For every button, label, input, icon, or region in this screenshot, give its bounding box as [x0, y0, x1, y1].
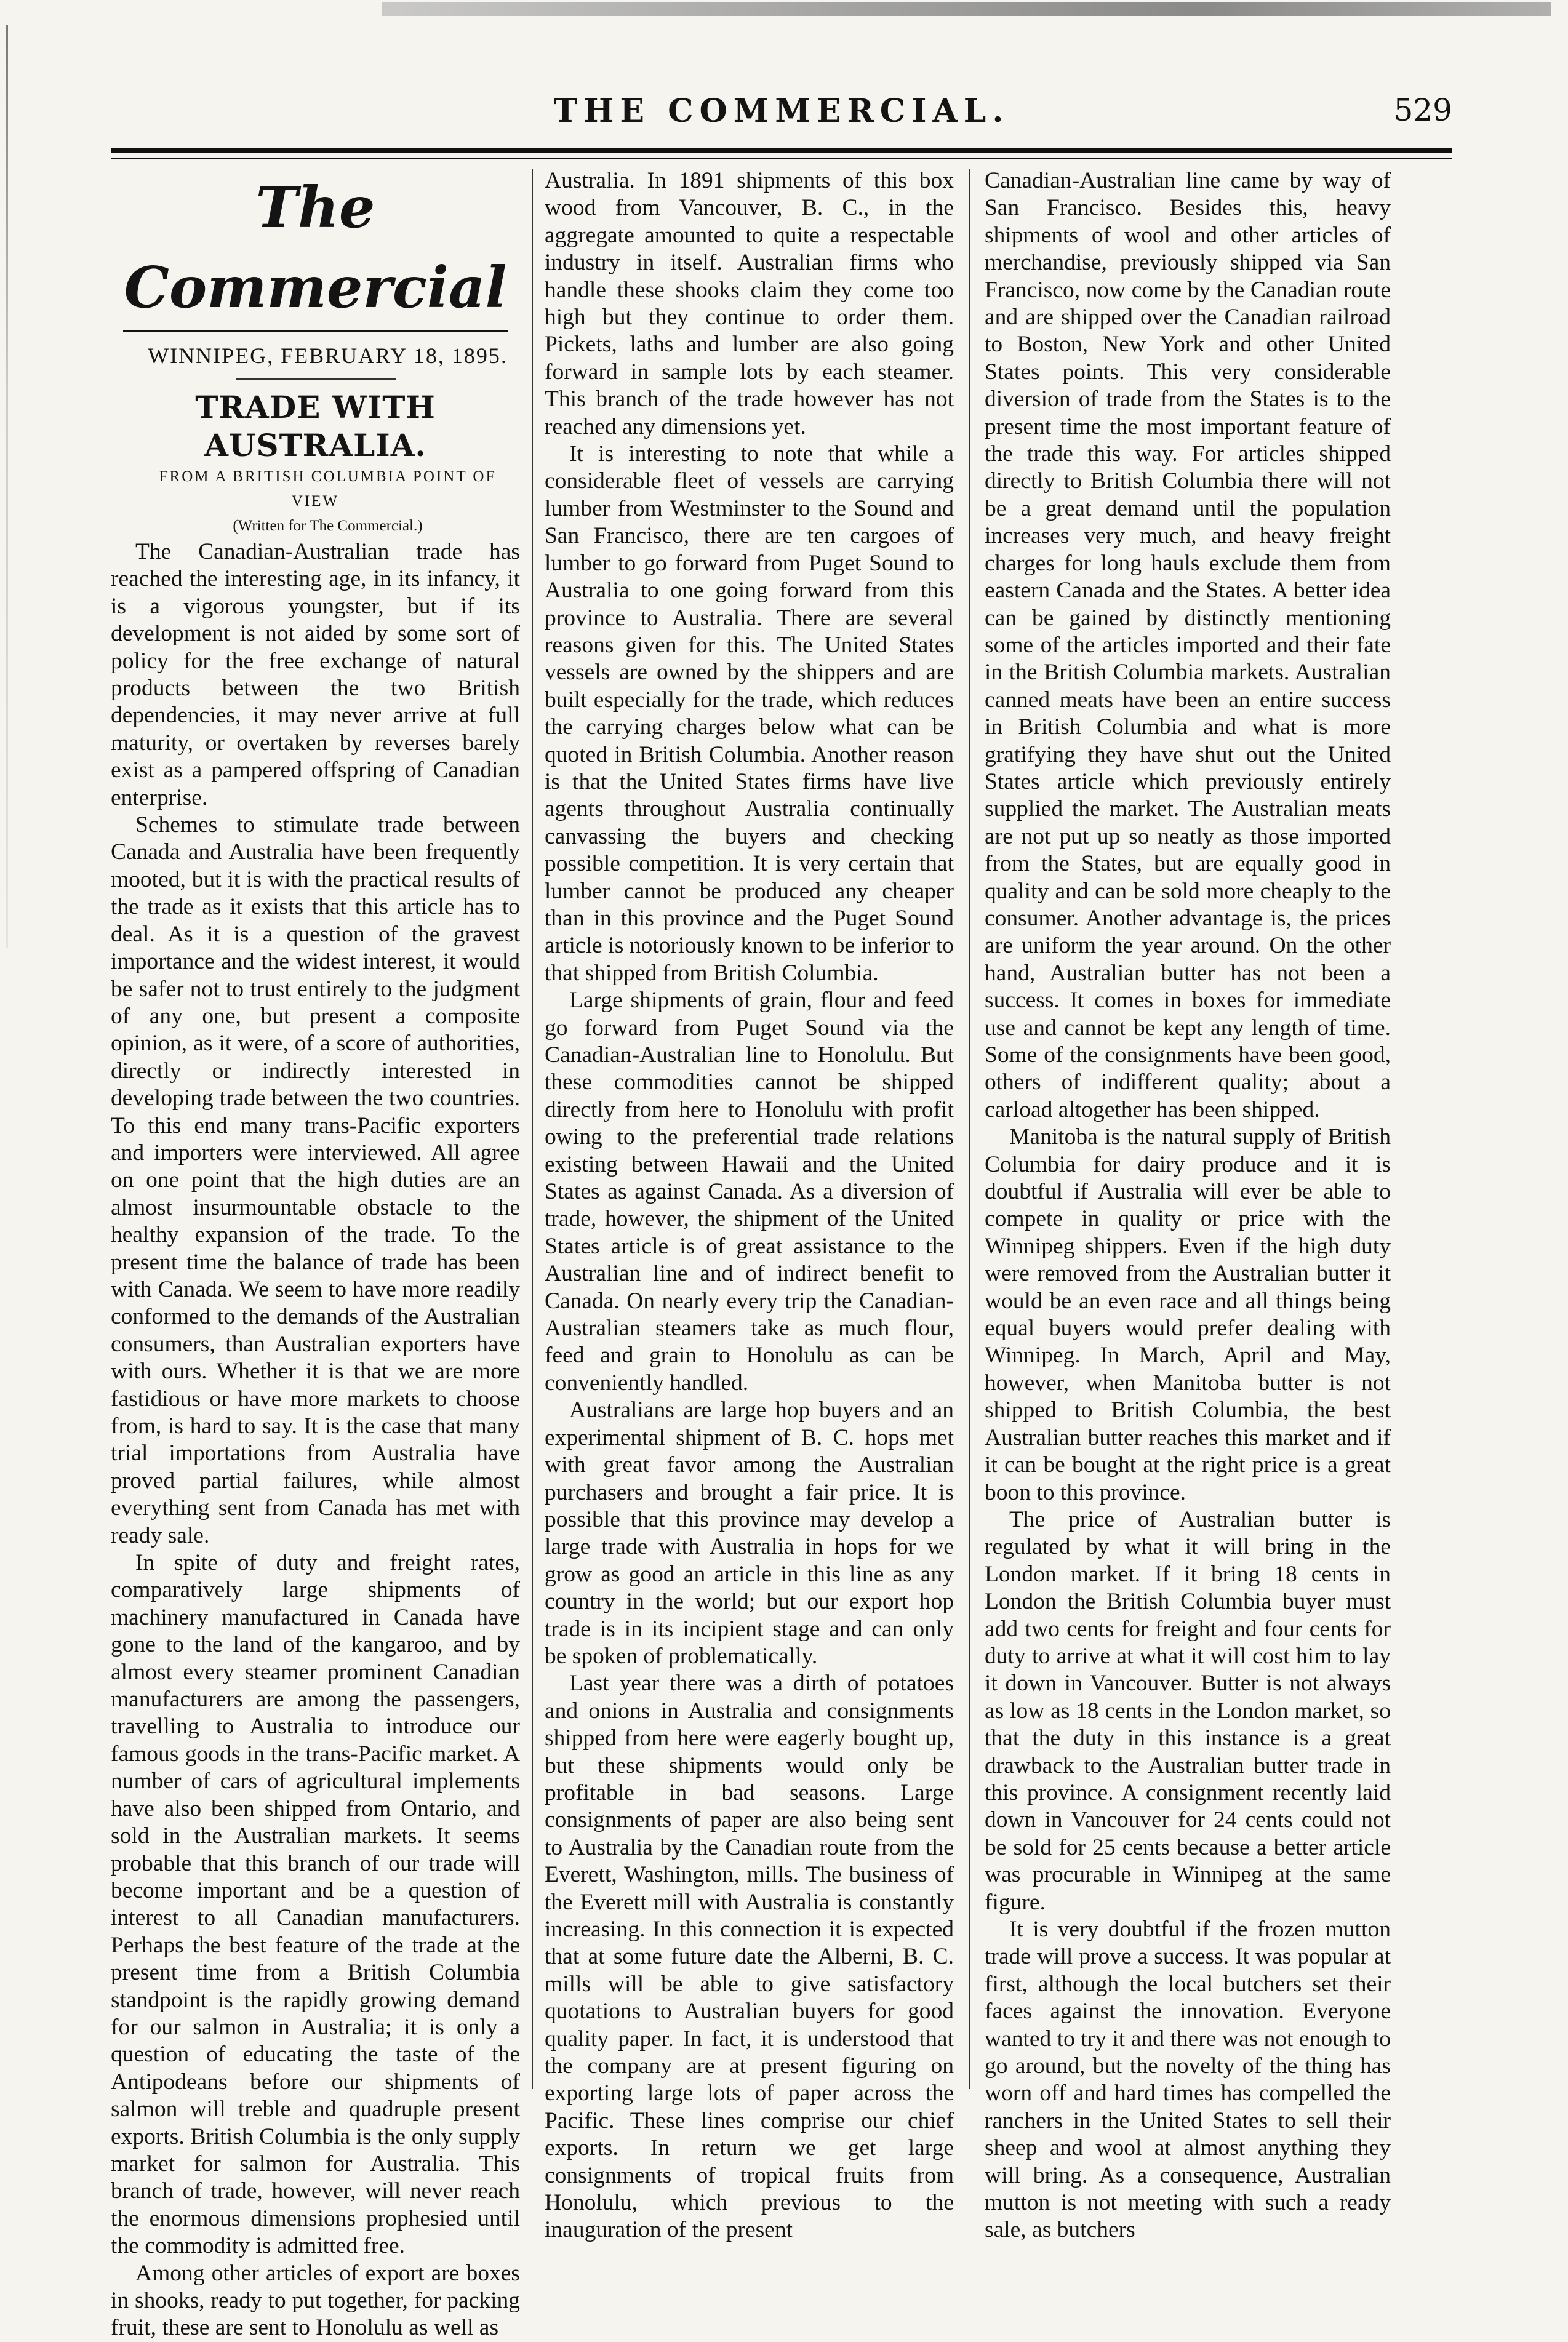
paragraph: Last year there was a dirth of potatoes and onions in Australia and consignments shipped from here were eagerly bought up, but these shipments would only be profitable in bad seasons. Large consignments of paper are also being sent to Australia by the Canadian route from the Everett, Washington, mills. The business of the Everett mill with Australia is constantly increasing. In this connection it is expected that at some future date the Alberni, B. C. mills will be able to give satisfactory quotations to Australian buyers for good quality paper. In fact, it is understood that the company are at present figuring on exporting large lots of paper across the Pacific. These lines comprise our chief exports. In return we get large consignments of tropical fruits from Honolulu, which previous to the inauguration of the present — [545, 1671, 954, 2243]
dateline: WINNIPEG, FEBRUARY 18, 1895. — [148, 343, 508, 368]
column-1 — [111, 167, 520, 2341]
scan-edge-mark — [382, 2, 1551, 16]
dateline-rule — [236, 378, 396, 380]
paragraph: In spite of duty and freight rates, comparatively large shipments of machinery manufactured in Canada have gone to the land of the kangaroo, and by almost every steamer prominent Canadian manufacturers are among the passengers, travelling to Australia to introduce our famous goods in the trans-Pacific market. A number of cars of agricultural implements have also been shipped from Ontario, and sold in the Australian markets. It seems probable that this branch of our trade will become important and be a question of interest to all Canadian manufacturers. Perhaps the best feature of the trade at the present time from a British Columbia standpoint is the rapidly growing demand for our salmon in Australia; it is only a question of educating the taste of the Antipodeans before our shipments of salmon will treble and quadruple present exports. British Columbia is the only supply market for salmon for Australia. This branch of trade, however, will never reach the enormous dimensions prophesied until the commodity is admitted free. — [111, 1550, 520, 2259]
article-headline: TRADE WITH AUSTRALIA. — [195, 389, 436, 463]
paragraph: Manitoba is the natural supply of British Columbia for dairy produce and it is doubtful if Australia will ever be able to compete in quality or price with the Winnipeg shippers. Even if the high duty were removed from the Australian butter it would be an even race and all things being equal buyers would prefer dealing with Winnipeg. In March, April and May, however, when Manitoba butter is not shipped to British Columbia, the best Australian butter reaches this market and if it can be bought at the right price is a great boon to this province. — [985, 1124, 1391, 1505]
paragraph: Large shipments of grain, flour and feed go forward from Puget Sound via the Canadian-Australian line to Honolulu. But these commodities cannot be shipped directly from here to Honolulu with profit owing to the preferential trade relations existing between Hawaii and the United States as against Canada. As a diversion of trade, however, the shipment of the United States article is of great assistance to the Australian line and of indirect benefit to Canada. On nearly every trip the Canadian-Australian steamers take as much flour, feed and grain to Honolulu as can be conveniently handled. — [545, 988, 954, 1396]
article-byline: (Written for The Commercial.) — [233, 518, 423, 534]
page-number: 529 — [1393, 92, 1452, 128]
binding-edge-mark — [6, 25, 8, 948]
masthead-title: The Commercial — [124, 174, 507, 321]
column-divider — [969, 169, 970, 2089]
paragraph: Schemes to stimulate trade between Canada and Australia have been frequently mooted, but it is with the practical results of the trade as it exists that this article has to deal. As it is a question of the gravest importance and the widest interest, it would be safer not to trust entirely to the judgment of any one, but present a composite opinion, as it were, of a score of authorities, directly or indirectly interested in developing trade between the two countries. To this end many trans-Pacific exporters and importers were interviewed. All agree on one point that the high duties are an almost insurmountable obstacle to the healthy expansion of the trade. To the present time the balance of trade has been with Canada. We seem to have more readily conformed to the demands of the Australian consumers, than Australian exporters have with ours. Whether it is that we are more fastidious or have more markets to choose from, is hard to say. It is the case that many trial importations from Australia have proved partial failures, while almost everything sent from Canada has met with ready sale. — [111, 812, 520, 1548]
header-rule-thin — [111, 158, 1452, 159]
paragraph: It is very doubtful if the frozen mutton trade will prove a success. It was popular at first, although the local butchers set their faces against the innovation. Everyone wanted to try it and there was not enough to go around, but the novelty of the thing has worn off and hard times has compelled the ranchers in the United States to sell their sheep and wool at almost anything they will bring. As a consequence, Australian mutton is not meeting with such a ready sale, as butchers — [985, 1917, 1391, 2243]
article-subhead: FROM A BRITISH COLUMBIA POINT OF VIEW — [159, 468, 497, 510]
column-divider — [532, 169, 533, 2089]
header-rule — [111, 148, 1452, 153]
masthead-rule — [123, 330, 508, 332]
running-head: THE COMMERCIAL. — [553, 92, 1010, 130]
paragraph: The Canadian-Australian trade has reached the interesting age, in its infancy, it is a vigorous youngster, but if its development is not aided by some sort of policy for the free exchange of natural products between the two British dependencies, it may never arrive at full maturity, or overtaken by reverses barely exist as a pampered offspring of Canadian enterprise. — [111, 539, 520, 810]
column-2 — [545, 167, 954, 2243]
column-3 — [985, 167, 1391, 2243]
paragraph: Australians are large hop buyers and an experimental shipment of B. C. hops met with great favor among the Australian purchasers and brought a fair price. It is possible that this province may develop a large trade with Australia in hops for we grow as good an article in this line as any country in the world; but our export hop trade is in its incipient stage and can only be spoken of problematically. — [545, 1397, 954, 1669]
paragraph: Among other articles of export are boxes in shooks, ready to put together, for packing fruit, these are sent to Honolulu as well as — [111, 2260, 520, 2341]
paragraph: It is interesting to note that while a considerable fleet of vessels are carrying lumber from Westminster to the Sound and San Francisco, there are ten cargoes of lumber to go forward from Puget Sound to Australia to one going forward from this province to Australia. There are several reasons given for this. The United States vessels are owned by the shippers and are built especially for the trade, which reduces the carrying charges below what can be quoted in British Columbia. Another reason is that the United States firms have live agents throughout Australia continually canvassing the buyers and checking possible competition. It is very certain that lumber cannot be produced any cheaper than in this province and the Puget Sound article is notoriously known to be inferior to that shipped from British Columbia. — [545, 441, 954, 986]
paragraph: Canadian-Australian line came by way of San Francisco. Besides this, heavy shipments of wool and other articles of merchandise, previously shipped via San Francisco, now come by the Canadian route and are shipped over the Canadian railroad to Boston, New York and other United States points. This very considerable diversion of trade from the States is to the present time the most important feature of the trade this way. For articles shipped directly to British Columbia there will not be a great demand until the population increases very much, and heavy freight charges for long hauls exclude them from eastern Canada and the States. A better idea can be gained by distinctly mentioning some of the articles imported and their fate in the British Columbia markets. Australian canned meats have been an entire success in British Columbia and what is more gratifying they have shut out the United States article which previously entirely supplied the market. The Australian meats are not put up so neatly as those imported from the States, but are equally good in quality and can be sold more cheaply to the consumer. Another advantage is, the prices are uniform the year around. On the other hand, Australian butter has not been a success. It comes in boxes for immediate use and cannot be kept any length of time. Some of the consignments have been good, others of indifferent quality; about a carload altogether has been shipped. — [985, 168, 1391, 1122]
paragraph: The price of Australian butter is regulated by what it will bring in the London market. If it bring 18 cents in London the British Columbia buyer must add two cents for freight and four cents for duty to arrive at what it will cost him to lay it down in Vancouver. Butter is not always as low as 18 cents in the London market, so that the duty in this instance is a great drawback to the Australian butter trade in this province. A consignment recently laid down in Vancouver for 24 cents could not be sold for 25 cents because a better article was procurable in Winnipeg at the same figure. — [985, 1506, 1391, 1915]
paragraph: Australia. In 1891 shipments of this box wood from Vancouver, B. C., in the aggregate amounted to quite a respectable industry in itself. Australian firms who handle these shooks claim they come too high but they continue to order them. Pickets, laths and lumber are also going forward in sample lots by each steamer. This branch of the trade however has not reached any dimensions yet. — [545, 168, 954, 439]
